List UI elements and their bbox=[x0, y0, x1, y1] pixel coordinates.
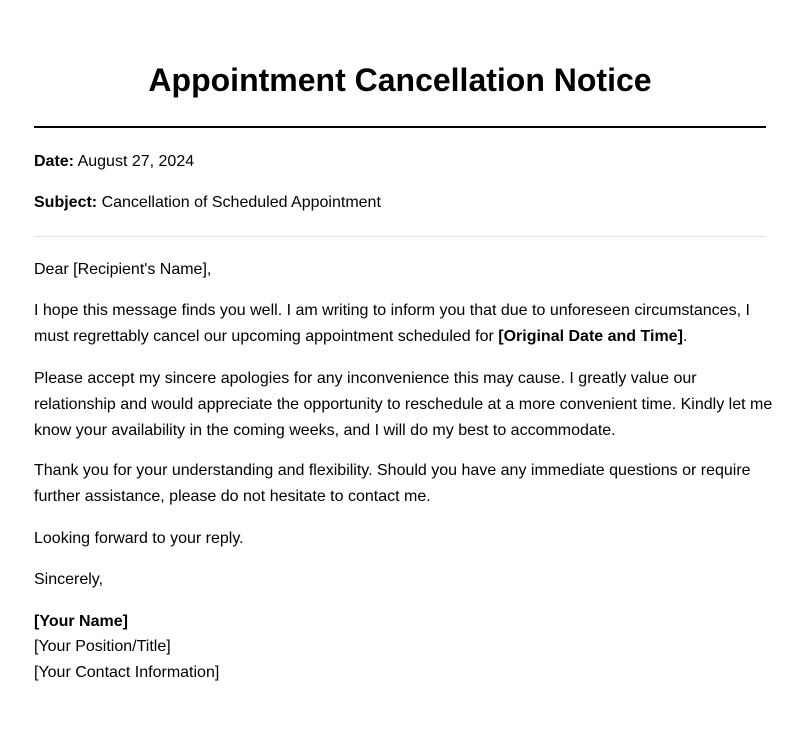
paragraph-2: Please accept my sincere apologies for any inconvenience this may cause. I greatly value our relationship and would appreciate the opportunity to reschedule at a more convenient time. Kindly let me know your availability in the coming weeks, and I will do my best to accommodate. bbox=[34, 370, 773, 439]
signature-contact: [Your Contact Information] bbox=[34, 664, 220, 681]
salutation: Dear [Recipient's Name], bbox=[34, 261, 212, 278]
signature-title: [Your Position/Title] bbox=[34, 638, 171, 655]
paragraph-1-end: . bbox=[682, 328, 688, 345]
signature-name: [Your Name] bbox=[34, 613, 128, 630]
subject-label: Subject: bbox=[34, 194, 98, 211]
subject-line bbox=[34, 190, 774, 216]
closing: Sincerely, bbox=[34, 571, 104, 588]
paragraph-3: Thank you for your understanding and flexibility. Should you have any immediate questions or require further assistance, please do not hesitate to contact me. bbox=[34, 462, 751, 505]
paragraph-1-text: I hope this message finds you well. I am writing to inform you that due to unforeseen circumstances, I must regrettably cancel our upcoming appointment scheduled for bbox=[34, 302, 750, 345]
date-label: Date: bbox=[34, 153, 75, 170]
title-divider bbox=[34, 126, 766, 128]
page-title: Appointment Cancellation Notice bbox=[148, 62, 652, 98]
paragraph-4: Looking forward to your reply. bbox=[34, 530, 244, 547]
date-value: August 27, 2024 bbox=[77, 153, 195, 170]
date-line bbox=[34, 149, 774, 175]
paragraph-1 bbox=[34, 298, 774, 350]
header-divider bbox=[34, 236, 766, 237]
subject-value: Cancellation of Scheduled Appointment bbox=[101, 194, 381, 211]
original-date-placeholder: [Original Date and Time] bbox=[498, 328, 683, 345]
